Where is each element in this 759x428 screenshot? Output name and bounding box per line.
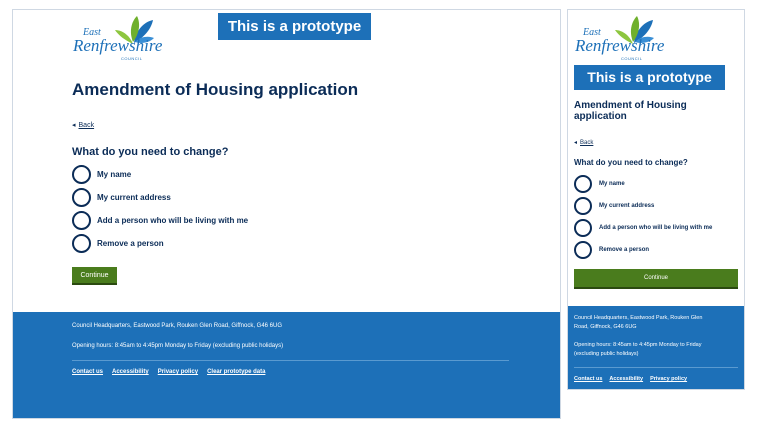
- footer-link-privacy[interactable]: Privacy policy: [157, 369, 199, 375]
- footer-link-privacy[interactable]: Privacy policy: [650, 376, 688, 382]
- radio-remove-person[interactable]: [72, 234, 164, 253]
- continue-button[interactable]: Continue: [574, 269, 738, 287]
- footer-link-accessibility[interactable]: Accessibility: [112, 369, 149, 375]
- footer-link-accessibility[interactable]: Accessibility: [609, 376, 644, 382]
- radio-circle[interactable]: [72, 234, 91, 253]
- radio-label: Add a person who will be living with me: [599, 225, 713, 231]
- council-logo[interactable]: [73, 16, 163, 60]
- logo-name-text: Renfrewshire: [575, 36, 665, 55]
- radio-label: Remove a person: [97, 239, 164, 248]
- radio-current-address[interactable]: [72, 188, 171, 207]
- radio-circle[interactable]: [574, 175, 592, 193]
- logo-council-text: COUNCIL: [621, 56, 643, 61]
- footer-address-line2: Road, Giffnock, G46 6UG: [574, 324, 637, 330]
- radio-my-name[interactable]: [574, 175, 625, 193]
- radio-label: My current address: [97, 193, 171, 202]
- chevron-left-icon: ◂: [72, 122, 76, 129]
- radio-circle[interactable]: [574, 241, 592, 259]
- radio-current-address[interactable]: [574, 197, 654, 215]
- continue-button[interactable]: Continue: [72, 267, 117, 283]
- radio-circle[interactable]: [574, 197, 592, 215]
- page-title: Amendment of Housing application: [72, 80, 359, 99]
- footer-link-contact[interactable]: Contact us: [574, 376, 603, 382]
- logo-name-text: Renfrewshire: [73, 36, 163, 55]
- question-heading: What do you need to change?: [574, 158, 688, 167]
- footer: [568, 306, 745, 390]
- logo-east-text: East: [583, 27, 601, 38]
- logo-council-text: COUNCIL: [121, 56, 143, 61]
- chevron-left-icon: ◂: [574, 140, 578, 146]
- footer: [13, 312, 561, 419]
- radio-label: My name: [599, 181, 625, 187]
- footer-links: [72, 369, 265, 375]
- footer-link-clear-data[interactable]: Clear prototype data: [207, 369, 266, 375]
- radio-add-person[interactable]: [574, 219, 712, 237]
- prototype-banner: This is a prototype: [218, 13, 371, 40]
- question-heading: What do you need to change?: [72, 146, 229, 158]
- radio-label: Remove a person: [599, 247, 650, 253]
- radio-label: My current address: [599, 203, 655, 209]
- footer-hours-line1: Opening hours: 8:45am to 4:45pm Monday to Friday: [574, 342, 702, 348]
- back-link[interactable]: [72, 121, 94, 129]
- radio-circle[interactable]: [72, 211, 91, 230]
- footer-link-contact[interactable]: Contact us: [72, 369, 104, 375]
- back-link[interactable]: [574, 139, 593, 146]
- page-title: Amendment of Housing application: [574, 100, 687, 122]
- back-link-label: Back: [580, 140, 594, 146]
- mobile-view: [567, 9, 745, 390]
- prototype-banner: This is a prototype: [574, 65, 725, 90]
- footer-links: [574, 376, 687, 382]
- footer-divider: [72, 360, 509, 361]
- radio-my-name[interactable]: [72, 165, 131, 184]
- footer-address-line1: Council Headquarters, Eastwood Park, Rouken Glen: [574, 315, 703, 321]
- desktop-view: [12, 9, 561, 419]
- council-logo[interactable]: [575, 16, 665, 60]
- footer-hours: Opening hours: 8:45am to 4:45pm Monday to Friday (excluding public holidays): [72, 343, 284, 349]
- radio-label: My name: [97, 170, 132, 179]
- radio-label: Add a person who will be living with me: [97, 216, 249, 225]
- radio-circle[interactable]: [574, 219, 592, 237]
- back-link-label: Back: [78, 122, 95, 129]
- radio-circle[interactable]: [72, 165, 91, 184]
- footer-address: Council Headquarters, Eastwood Park, Rouken Glen Road, Giffnock, G46 6UG: [72, 323, 282, 329]
- footer-hours-line2: (excluding public holidays): [574, 351, 639, 357]
- footer-divider: [574, 367, 738, 368]
- radio-add-person[interactable]: [72, 211, 248, 230]
- radio-remove-person[interactable]: [574, 241, 649, 259]
- radio-circle[interactable]: [72, 188, 91, 207]
- logo-east-text: East: [83, 27, 101, 38]
